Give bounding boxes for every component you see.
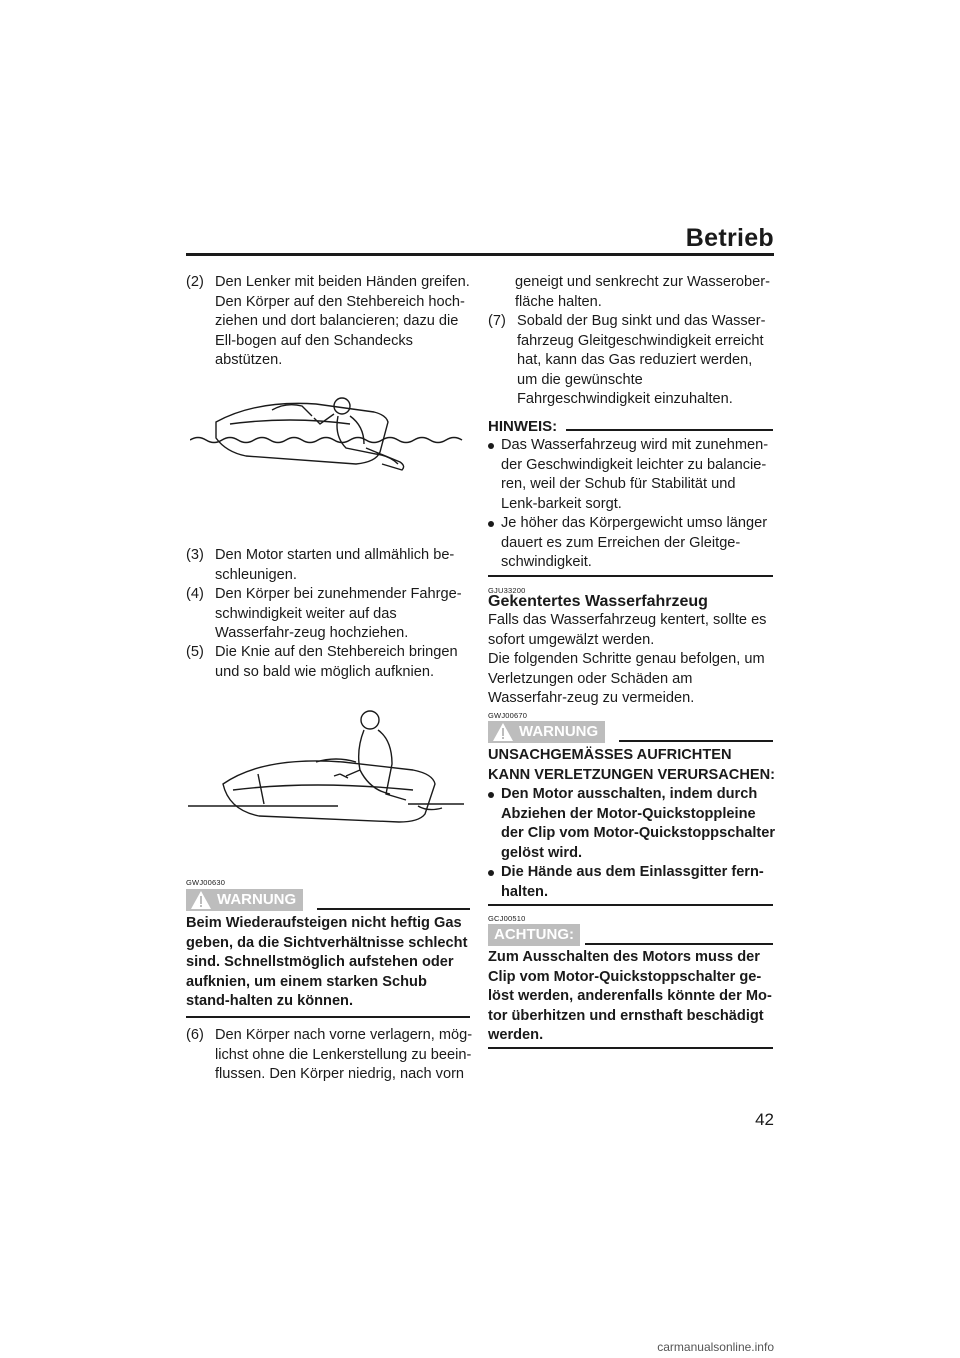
warning-list	[488, 785, 776, 902]
warning-code: GWJ00670	[488, 711, 528, 720]
warning-label: WARNUNG	[519, 723, 599, 740]
step-7	[488, 312, 774, 410]
page-title: Betrieb	[685, 224, 774, 252]
caution-text: Zum Ausschalten des Motors muss der Clip vom Motor-Quickstoppschalter ge-löst werden, anderenfalls könnte der Mo-tor überhitzen und ernsthaft beschädigt werden.	[488, 949, 772, 1043]
note-label: HINWEIS:	[488, 418, 558, 435]
step-3	[186, 546, 476, 585]
step-number: (6)	[186, 1027, 204, 1043]
warning-icon	[492, 722, 514, 742]
step-5	[186, 643, 476, 682]
step-6-continued: geneigt und senkrecht zur Wasserober-fläche halten.	[515, 274, 770, 310]
kneeling-illustration	[188, 706, 468, 841]
caution-badge	[488, 924, 580, 946]
caution-code: GCJ00510	[488, 914, 526, 923]
warning-icon	[190, 890, 212, 910]
warning-end-rule	[488, 904, 773, 906]
note-list	[488, 436, 774, 573]
title-rule	[186, 253, 774, 256]
step-text: Die Knie auf den Stehbereich bringen und so bald wie möglich aufknien.	[215, 644, 458, 680]
section-paragraph-2: Die folgenden Schritte genau befolgen, um Verletzungen oder Schäden am Wasserfahr-zeug zu vermeiden.	[488, 651, 765, 706]
section-paragraph-1: Falls das Wasserfahrzeug kentert, sollte es sofort umgewälzt werden.	[488, 612, 767, 648]
step-text: Den Lenker mit beiden Händen greifen. Den Körper auf den Stehbereich hoch-ziehen und dort balancieren; dazu die Ell-bogen auf den Schandecks abstützen.	[215, 274, 470, 368]
warning-rule	[619, 740, 773, 742]
warning-badge	[488, 721, 605, 743]
caution-label: ACHTUNG:	[494, 926, 574, 943]
step-text: Den Körper nach vorne verlagern, mög-lichst ohne die Lenkerstellung zu beein-flussen. Den Körper niedrig, nach vorn	[215, 1027, 473, 1082]
step-2	[186, 273, 476, 371]
step-number: (4)	[186, 586, 204, 602]
warning-rule	[317, 908, 470, 910]
note-item: Je höher das Körpergewicht umso länger dauert es zum Erreichen der Gleitge-schwindigkeit.	[488, 514, 774, 573]
warning-label: WARNUNG	[217, 891, 297, 908]
warning-item: Die Hände aus dem Einlassgitter fern-halten.	[488, 863, 776, 902]
caution-rule	[585, 943, 773, 945]
page-number: 42	[755, 1110, 774, 1129]
step-number: (3)	[186, 547, 204, 563]
step-number: (7)	[488, 313, 506, 329]
step-6	[186, 1026, 476, 1085]
step-text: Den Motor starten und allmählich be-schleunigen.	[215, 547, 455, 583]
boarding-illustration	[190, 392, 465, 482]
step-text: Den Körper bei zunehmender Fahrge-schwindigkeit weiter auf das Wasserfahr-zeug hochziehen.	[215, 586, 462, 641]
warning-code: GWJ00630	[186, 878, 226, 887]
step-text: Sobald der Bug sinkt und das Wasser-fahrzeug Gleitgeschwindigkeit erreicht hat, kann das Gas reduziert werden, um die gewünschte Fahrgeschwindigkeit einzuhalten.	[517, 313, 766, 407]
footer-watermark: carmanualsonline.info	[657, 1340, 774, 1354]
step-4	[186, 585, 476, 644]
warning-text: Beim Wiederaufsteigen nicht heftig Gas geben, da die Sichtverhältnisse schlecht sind. Schnellstmöglich aufstehen oder aufknien, um einem starken Schub stand-halten zu können.	[186, 915, 468, 1009]
note-item: Das Wasserfahrzeug wird mit zunehmen-der Geschwindigkeit leichter zu balancie-ren, weil der Schub für Stabilität und Lenk-barkeit sorgt.	[488, 436, 774, 514]
section-code: GJU33200	[488, 586, 526, 595]
warning-heading: UNSACHGEMÄSSES AUFRICHTEN KANN VERLETZUNGEN VERURSACHEN:	[488, 747, 776, 783]
note-end-rule	[488, 575, 773, 577]
warning-end-rule	[186, 1016, 470, 1018]
caution-end-rule	[488, 1047, 773, 1049]
warning-badge	[186, 889, 303, 911]
section-heading: Gekentertes Wasserfahrzeug	[488, 593, 708, 610]
note-rule	[566, 429, 773, 431]
step-number: (2)	[186, 274, 204, 290]
step-number: (5)	[186, 644, 204, 660]
warning-item: Den Motor ausschalten, indem durch Abziehen der Motor-Quickstoppleine der Clip vom Motor-Quickstoppschalter gelöst wird.	[488, 785, 776, 863]
